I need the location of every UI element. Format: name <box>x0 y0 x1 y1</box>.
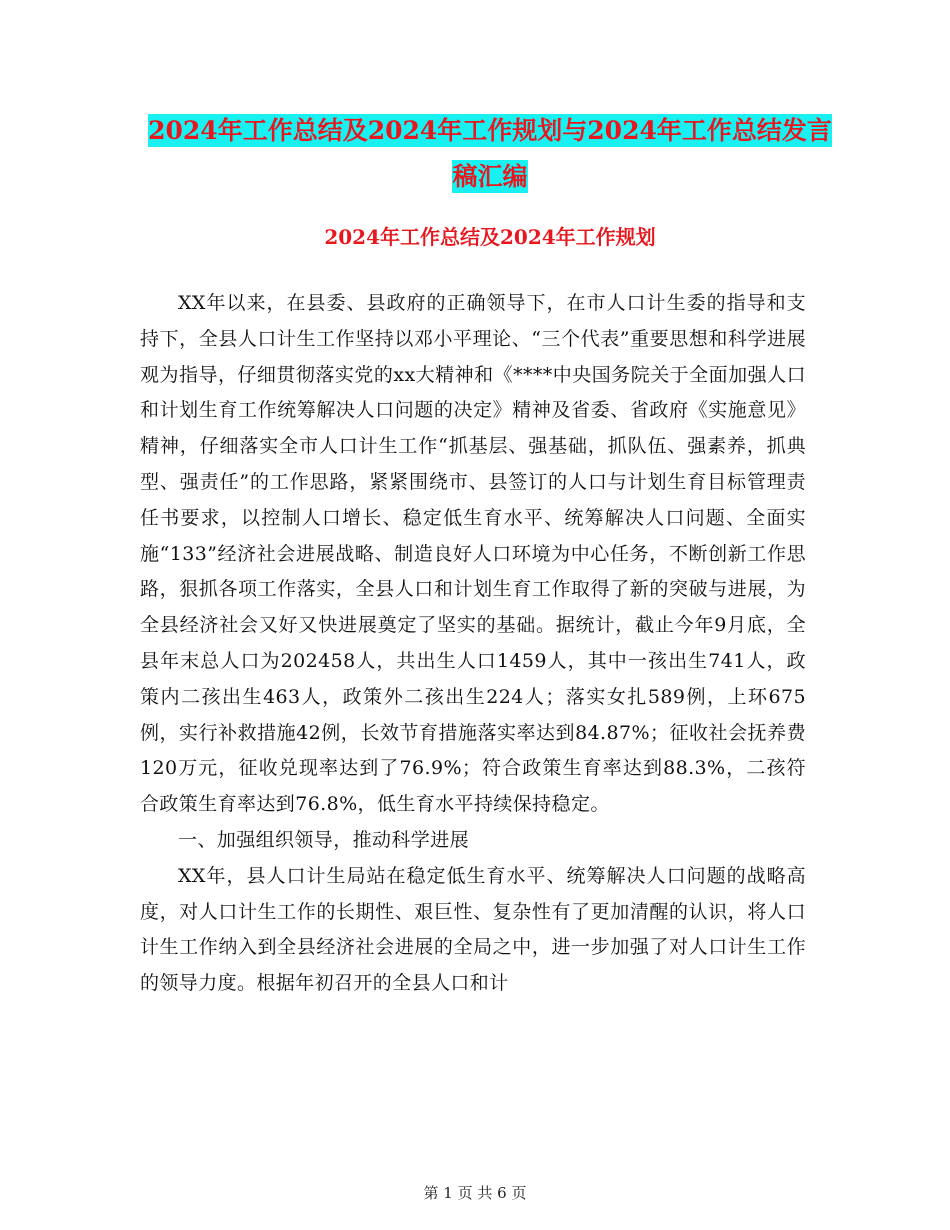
section-heading: 一、加强组织领导，推动科学进展 <box>178 828 470 851</box>
document-title <box>140 108 840 200</box>
body-paragraph: XX年以来，在县委、县政府的正确领导下，在市人口计生委的指导和支持下，全县人口计生工作坚持以邓小平理论、“三个代表”重要思想和科学进展观为指导，仔细贯彻落实党的xx大精神和《****中央国务院关于全面加强人口和计划生育工作统筹解决人口问题的决定》精神及省委、省政府《实施意见》精神，仔细落实全市人口计生工作“抓基层、强基础，抓队伍、强素养，抓典型、强责任”的工作思路，紧紧围绕市、县签订的人口与计划生育目标管理责任书要求，以控制人口增长、稳定低生育水平、统筹解决人口问题、全面实施“133”经济社会进展战略、制造良好人口环境为中心任务，不断创新工作思路，狠抓各项工作落实，全县人口和计划生育工作取得了新的突破与进展，为全县经济社会又好又快进展奠定了坚实的基础。据统计，截止今年9月底，全县年末总人口为202458人，共出生人口1459人，其中一孩出生741人，政策内二孩出生463人，政策外二孩出生224人；落实女扎589例，上环675例，实行补救措施42例，长效节育措施落实率达到84.87%；征收社会抚养费120万元，征收兑现率达到了76.9%；符合政策生育率达到88.3%，二孩符合政策生育率达到76.8%，低生育水平持续保持稳定。 <box>140 292 806 816</box>
document-title-text: 2024年工作总结及2024年工作规划与2024年工作总结发言稿汇编 <box>148 116 832 191</box>
section-title: 2024年工作总结及2024年工作规划 <box>324 225 656 249</box>
body-paragraph: XX年，县人口计生局站在稳定低生育水平、统筹解决人口问题的战略高度，对人口计生工作的长期性、艰巨性、复杂性有了更加清醒的认识，将人口计生工作纳入到全县经济社会进展的全局之中，进一步加强了对人口计生工作的领导力度。根据年初召开的全县人口和计 <box>140 864 806 995</box>
page-footer: 第 1 页 共 6 页 <box>423 1184 527 1202</box>
document-body <box>140 286 806 1002</box>
